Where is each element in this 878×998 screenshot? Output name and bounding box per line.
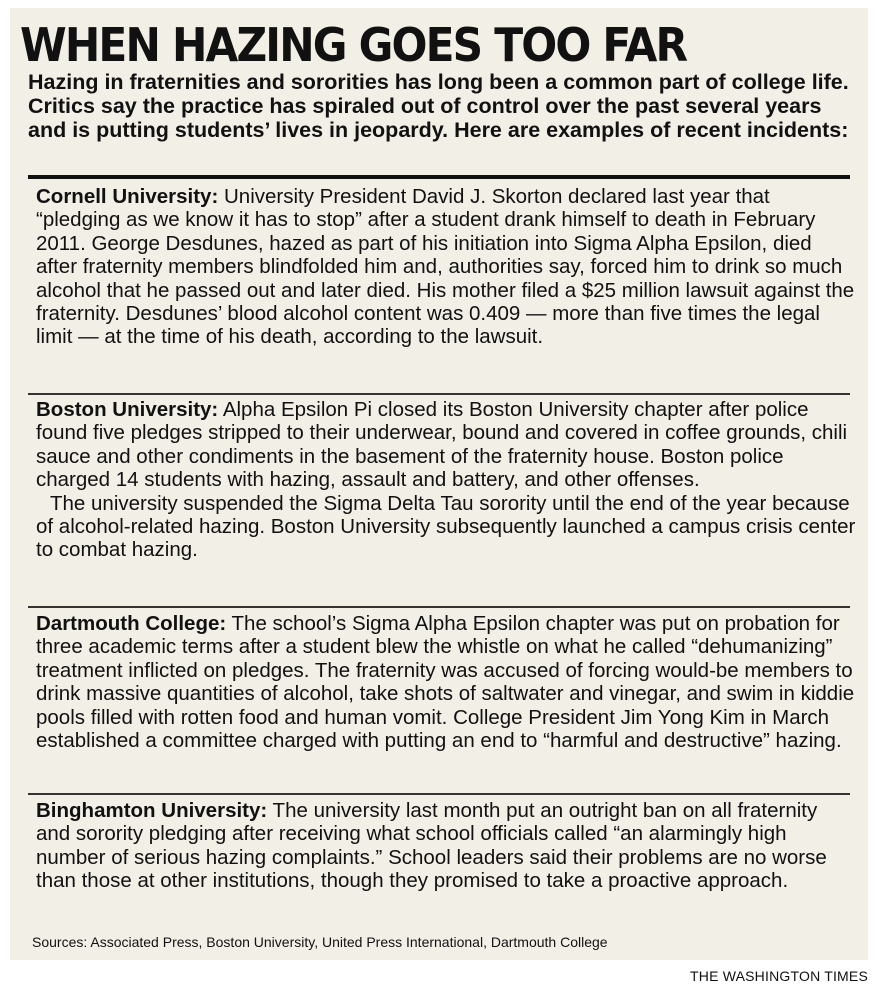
incident-paragraph	[36, 612, 856, 752]
sources-note: Sources: Associated Press, Boston University, United Press International, Dartmouth College	[32, 934, 608, 950]
incident-text: The school’s Sigma Alpha Epsilon chapter was put on probation for three academic terms after a student blew the whistle on what he called “dehumanizing” treatment inflicted on pledges. The fraternity was accused of forcing would-be members to drink massive quantities of alcohol, take shots of saltwater and vinegar, and swim in kiddie pools filled with rotten food and human vomit. College President Jim Yong Kim in March established a committee charged with putting an end to “harmful and destructive” hazing.	[36, 612, 855, 753]
incident-school: Cornell University:	[36, 185, 219, 208]
incident-school: Boston University:	[36, 398, 219, 421]
publisher-credit: THE WASHINGTON TIMES	[690, 968, 868, 984]
incident-text: The university last month put an outright ban on all fraternity and sorority pledging after receiving what school officials called “an alarmingly high number of serious hazing complaints.” School leaders said their problems are no worse than those at other institutions, though they promised to take a proactive approach.	[36, 799, 827, 893]
incident-dartmouth	[36, 612, 856, 752]
intro-text: Hazing in fraternities and sororities has long been a common part of college life. Critics say the practice has spiraled out of control over the past several years and is putting students’ lives in jeopardy. Here are examples of recent incidents:	[28, 70, 849, 142]
incident-school: Binghamton University:	[36, 799, 268, 822]
divider	[28, 793, 850, 795]
incident-text: University President David J. Skorton declared last year that “pledging as we know it has to stop” after a student drank himself to death in February 2011. George Desdunes, hazed as part of his initiation into Sigma Alpha Epsilon, died after fraternity members blindfolded him and, authorities say, forced him to drink so much alcohol that he passed out and later died. His mother filed a $25 million lawsuit against the fraternity. Desdunes’ blood alcohol content was 0.409 — more than five times the legal limit — at the time of his death, according to the lawsuit.	[36, 185, 855, 349]
incident-paragraph	[36, 185, 856, 349]
divider	[28, 606, 850, 608]
incident-binghamton	[36, 799, 856, 893]
heavy-divider	[28, 175, 850, 179]
incident-paragraph: The university suspended the Sigma Delta Tau sorority until the end of the year because of alcohol-related hazing. Boston University subsequently launched a campus crisis center to combat hazing.	[36, 491, 856, 562]
incident-paragraph	[36, 799, 856, 893]
incident-cornell	[36, 185, 856, 349]
divider	[28, 393, 850, 395]
incident-paragraph	[36, 398, 856, 492]
incident-text: Alpha Epsilon Pi closed its Boston University chapter after police found five pledges stripped to their underwear, bound and covered in coffee grounds, chili sauce and other condiments in the basement of the fraternity house. Boston police charged 14 students with hazing, assault and battery, and other offenses.	[36, 398, 848, 492]
incident-school: Dartmouth College:	[36, 612, 227, 635]
headline: WHEN HAZING GOES TOO FAR	[20, 18, 687, 72]
incident-boston	[36, 398, 856, 562]
